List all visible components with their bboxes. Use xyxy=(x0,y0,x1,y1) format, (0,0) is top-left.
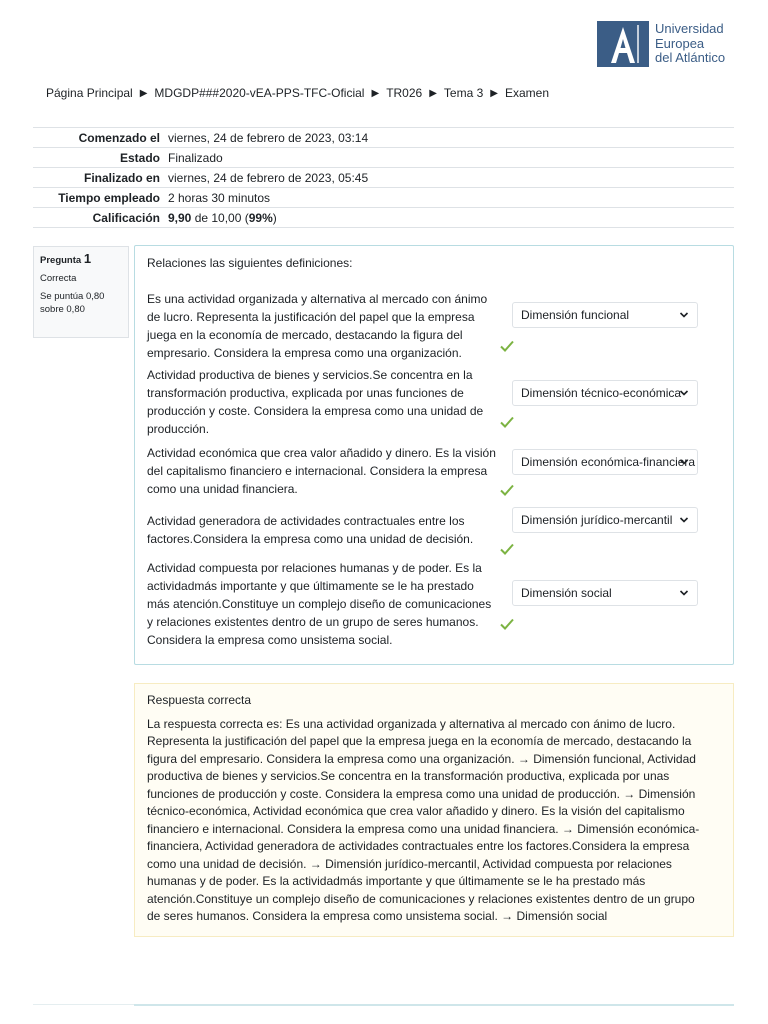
triangle-right-icon: ▶ xyxy=(490,87,498,99)
summary-row-state xyxy=(33,148,734,168)
check-icon xyxy=(499,414,515,430)
answer-select-value: Dimensión funcional xyxy=(521,308,630,322)
check-icon xyxy=(499,616,515,632)
answer-select-value: Dimensión social xyxy=(521,586,612,600)
summary-row-finished xyxy=(33,168,734,188)
grade-percent: 99% xyxy=(248,210,273,225)
answer-select[interactable] xyxy=(512,507,698,533)
answer-select[interactable] xyxy=(512,380,698,406)
time-value: 2 horas 30 minutos xyxy=(168,190,271,205)
breadcrumb-home[interactable]: Página Principal xyxy=(46,86,133,100)
match-row-stem: Actividad compuesta por relaciones humanas y de poder. Es la actividadmás importante y que últimamente se le ha prestado más atención.Constituye un complejo diseño de comunicaciones y relaciones existentes dentro de un grupo de seres humanos. Considera la empresa como unsistema social. xyxy=(147,561,492,647)
state-label: Estado xyxy=(119,150,160,165)
check-icon xyxy=(499,338,515,354)
started-label: Comenzado el xyxy=(78,130,160,145)
time-label: Tiempo empleado xyxy=(58,190,160,205)
grade-close: ) xyxy=(272,210,277,225)
grade-of: de 10,00 ( xyxy=(191,210,249,225)
logo-mark-icon xyxy=(597,21,649,67)
state-value: Finalizado xyxy=(168,150,223,165)
finished-value: viernes, 24 de febrero de 2023, 05:45 xyxy=(168,170,369,185)
breadcrumb-exam[interactable]: Examen xyxy=(504,86,550,100)
question-points: Se puntúa 0,80 sobre 0,80 xyxy=(40,291,105,315)
chevron-down-icon xyxy=(679,310,689,320)
summary-row-grade xyxy=(33,208,734,228)
grade-label: Calificación xyxy=(92,210,160,225)
question-content xyxy=(134,245,734,665)
question-status: Correcta xyxy=(40,273,77,284)
chevron-down-icon xyxy=(679,457,689,467)
match-row-stem: Es una actividad organizada y alternativa al mercado con ánimo de lucro. Representa la justificación del papel que la empresa juega en la economía de mercado, destacando la figura del empresario. Considera la empresa como una organización. xyxy=(147,292,488,360)
attempt-summary-table xyxy=(33,127,734,228)
answer-select[interactable] xyxy=(512,449,698,475)
triangle-right-icon: ▶ xyxy=(429,87,437,99)
feedback-title: Respuesta correcta xyxy=(147,693,252,707)
question-number: Pregunta 1 xyxy=(40,251,92,266)
match-row-stem: Actividad generadora de actividades contractuales entre los factores.Considera la empresa como una unidad de decisión. xyxy=(147,514,474,546)
started-value: viernes, 24 de febrero de 2023, 03:14 xyxy=(168,130,369,145)
match-row-stem: Actividad económica que crea valor añadido y dinero. Es la visión del capitalismo financiero e internacional. Considera la empresa como una unidad financiera. xyxy=(147,446,496,496)
logo-text: Universidad Europea del Atlántico xyxy=(655,21,726,66)
chevron-down-icon xyxy=(679,515,689,525)
answer-select-value: Dimensión jurídico-mercantil xyxy=(521,513,673,527)
answer-select-value: Dimensión económica-financiera xyxy=(521,455,696,469)
university-logo[interactable] xyxy=(597,20,737,68)
check-icon xyxy=(499,541,515,557)
match-row-stem: Actividad productiva de bienes y servicios.Se concentra en la transformación productiva, explicada por unas funciones de producción y coste. Considera la empresa como una unidad de producción. xyxy=(147,368,484,436)
next-question-top-border xyxy=(134,1004,734,1006)
triangle-right-icon: ▶ xyxy=(371,87,380,99)
check-icon xyxy=(499,482,515,498)
chevron-down-icon xyxy=(679,588,689,598)
question-info xyxy=(33,246,129,338)
answer-select[interactable] xyxy=(512,580,698,606)
breadcrumb-section[interactable]: TR026 xyxy=(386,86,423,100)
summary-row-started xyxy=(33,128,734,148)
feedback-text: La respuesta correcta es: Es una actividad organizada y alternativa al mercado con ánimo de lucro. Representa la justificación del papel que la empresa juega en la economía de mercado, destacando la figura del empresario. Considera la empresa como una organización. → Dimensión funcional, Actividad productiva de bienes y servicios.Se concentra en la transformación productiva, explicada por unas funciones de producción y coste. Considera la empresa como una unidad de producción. → Dimensión técnico-económica, Actividad económica que crea valor añadido y dinero. Es la visión del capitalismo financiero e internacional. Considera la empresa como una unidad financiera. → Dimensión económica-financiera, Actividad generadora de actividades contractuales entre los factores.Considera la empresa como una unidad de decisión. → Dimensión jurídico-mercantil, Actividad compuesta por relaciones humanas y de poder. Es la actividadmás importante y que últimamente se le ha prestado más atención.Constituye un complejo diseño de comunicaciones y relaciones existentes dentro de un grupo de seres humanos. Considera la empresa como unsistema social. → Dimensión social xyxy=(147,716,700,923)
question-prompt: Relaciones las siguientes definiciones: xyxy=(147,256,353,270)
grade-score: 9,90 xyxy=(168,210,192,225)
grade-value xyxy=(167,208,734,228)
summary-row-time xyxy=(33,188,734,208)
answer-select[interactable] xyxy=(512,302,698,328)
answer-select-value: Dimensión técnico-económica xyxy=(521,386,682,400)
triangle-right-icon: ▶ xyxy=(139,87,148,99)
breadcrumb-topic[interactable]: Tema 3 xyxy=(443,86,484,100)
breadcrumb-course[interactable]: MDGDP###2020-vEA-PPS-TFC-Oficial xyxy=(154,86,365,100)
finished-label: Finalizado en xyxy=(83,170,160,185)
chevron-down-icon xyxy=(679,388,689,398)
breadcrumb xyxy=(46,86,549,100)
answer-feedback xyxy=(134,683,734,937)
